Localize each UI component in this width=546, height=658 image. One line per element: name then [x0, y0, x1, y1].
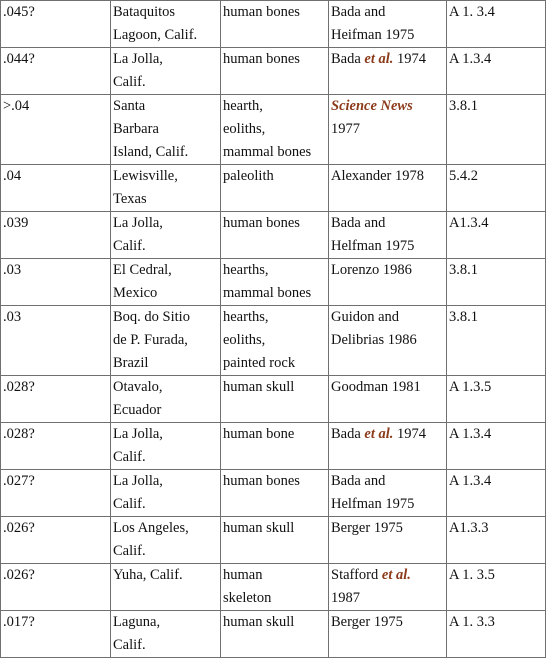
site-line: Los Angeles,	[113, 520, 189, 536]
site-line: Mexico	[113, 285, 158, 301]
age-text: .03	[3, 309, 22, 325]
table-row	[1, 259, 546, 306]
table-row	[1, 517, 546, 564]
age-cell	[1, 517, 111, 564]
reference-emphasis: Science News	[331, 98, 413, 114]
site-cell	[111, 48, 221, 95]
section-cell	[447, 306, 546, 376]
section-text: A 1. 3.3	[449, 614, 495, 630]
site-cell	[111, 564, 221, 611]
site-line: Calif.	[113, 496, 146, 512]
material-line: human bones	[223, 215, 300, 231]
site-cell	[111, 259, 221, 306]
site-line: La Jolla,	[113, 51, 163, 67]
material-cell	[221, 611, 329, 658]
section-text: 3.8.1	[449, 309, 478, 325]
table-row	[1, 1, 546, 48]
reference-cell	[329, 165, 447, 212]
reference-cell	[329, 611, 447, 658]
material-cell	[221, 470, 329, 517]
site-line: Calif.	[113, 449, 146, 465]
section-cell	[447, 517, 546, 564]
age-cell	[1, 611, 111, 658]
site-line: La Jolla,	[113, 215, 163, 231]
section-text: A1.3.3	[449, 520, 489, 536]
site-line: Santa	[113, 98, 146, 114]
material-line: human bones	[223, 51, 300, 67]
table-row	[1, 212, 546, 259]
material-cell	[221, 306, 329, 376]
material-line: human bone	[223, 426, 295, 442]
age-text: .026?	[3, 520, 35, 536]
section-cell	[447, 48, 546, 95]
table-row	[1, 48, 546, 95]
section-text: A 1. 3.5	[449, 567, 495, 583]
section-text: 3.8.1	[449, 98, 478, 114]
material-line: eoliths,	[223, 332, 266, 348]
reference-text: Bada and	[331, 473, 386, 489]
reference-text: Bada	[331, 51, 365, 67]
material-line: human skull	[223, 614, 295, 630]
material-cell	[221, 95, 329, 165]
section-cell	[447, 165, 546, 212]
site-line: Calif.	[113, 637, 146, 653]
material-line: human skull	[223, 520, 295, 536]
site-cell	[111, 95, 221, 165]
site-line: Lagoon, Calif.	[113, 27, 198, 43]
age-cell	[1, 1, 111, 48]
age-cell	[1, 165, 111, 212]
reference-text: Bada and	[331, 4, 386, 20]
age-text: .04	[3, 168, 22, 184]
section-text: A1.3.4	[449, 215, 489, 231]
age-cell	[1, 95, 111, 165]
age-text: .017?	[3, 614, 35, 630]
reference-cell	[329, 1, 447, 48]
reference-text: Heifman 1975	[331, 27, 415, 43]
material-line: skeleton	[223, 590, 272, 606]
reference-text: Helfman 1975	[331, 496, 415, 512]
age-text: >.04	[3, 98, 30, 114]
site-line: Calif.	[113, 543, 146, 559]
section-cell	[447, 212, 546, 259]
section-cell	[447, 259, 546, 306]
reference-text: Lorenzo 1986	[331, 262, 412, 278]
reference-cell	[329, 470, 447, 517]
reference-text: Delibrias 1986	[331, 332, 417, 348]
age-cell	[1, 306, 111, 376]
reference-text: Bada and	[331, 215, 386, 231]
reference-cell	[329, 423, 447, 470]
age-cell	[1, 376, 111, 423]
material-line: mammal bones	[223, 285, 312, 301]
age-cell	[1, 259, 111, 306]
site-cell	[111, 423, 221, 470]
age-cell	[1, 470, 111, 517]
section-cell	[447, 423, 546, 470]
reference-text: 1974	[393, 51, 427, 67]
reference-cell	[329, 95, 447, 165]
table-row	[1, 95, 546, 165]
material-line: hearths,	[223, 262, 269, 278]
age-text: .03	[3, 262, 22, 278]
reference-emphasis: et al.	[364, 426, 394, 442]
reference-text: Helfman 1975	[331, 238, 415, 254]
site-line: Island, Calif.	[113, 144, 189, 160]
findings-table-body	[1, 1, 546, 658]
table-row	[1, 470, 546, 517]
reference-cell	[329, 212, 447, 259]
site-cell	[111, 470, 221, 517]
site-cell	[111, 611, 221, 658]
table-row	[1, 376, 546, 423]
site-line: Calif.	[113, 238, 146, 254]
material-line: eoliths,	[223, 121, 266, 137]
section-text: A 1. 3.4	[449, 4, 495, 20]
age-cell	[1, 212, 111, 259]
site-line: Lewisville,	[113, 168, 178, 184]
material-cell	[221, 423, 329, 470]
site-line: La Jolla,	[113, 473, 163, 489]
site-cell	[111, 517, 221, 564]
material-cell	[221, 259, 329, 306]
section-cell	[447, 1, 546, 48]
age-text: .045?	[3, 4, 35, 20]
section-text: 3.8.1	[449, 262, 478, 278]
reference-cell	[329, 259, 447, 306]
site-cell	[111, 306, 221, 376]
section-cell	[447, 376, 546, 423]
site-line: La Jolla,	[113, 426, 163, 442]
section-cell	[447, 470, 546, 517]
site-cell	[111, 165, 221, 212]
reference-text: Berger 1975	[331, 614, 403, 630]
age-text: .039	[3, 215, 29, 231]
material-cell	[221, 48, 329, 95]
reference-text: Alexander 1978	[331, 168, 425, 184]
material-cell	[221, 212, 329, 259]
site-line: Yuha, Calif.	[113, 567, 183, 583]
age-text: .028?	[3, 379, 35, 395]
table-row	[1, 306, 546, 376]
site-cell	[111, 1, 221, 48]
site-line: Texas	[113, 191, 147, 207]
table-row	[1, 564, 546, 611]
section-text: 5.4.2	[449, 168, 478, 184]
material-line: mammal bones	[223, 144, 312, 160]
reference-cell	[329, 376, 447, 423]
site-line: de P. Furada,	[113, 332, 188, 348]
reference-cell	[329, 564, 447, 611]
reference-cell	[329, 48, 447, 95]
age-text: .028?	[3, 426, 35, 442]
material-line: hearth,	[223, 98, 263, 114]
reference-text: Berger 1975	[331, 520, 403, 536]
material-line: human bones	[223, 473, 300, 489]
section-cell	[447, 611, 546, 658]
reference-emphasis: et al.	[364, 51, 394, 67]
material-line: human skull	[223, 379, 295, 395]
table-row	[1, 611, 546, 658]
site-line: El Cedral,	[113, 262, 172, 278]
age-text: .027?	[3, 473, 35, 489]
reference-text: Bada	[331, 426, 365, 442]
age-cell	[1, 423, 111, 470]
reference-emphasis: et al.	[381, 567, 411, 583]
site-line: Ecuador	[113, 402, 162, 418]
site-line: Barbara	[113, 121, 159, 137]
reference-text: 1974	[393, 426, 427, 442]
section-text: A 1.3.4	[449, 51, 492, 67]
reference-text: 1987	[331, 590, 360, 606]
age-cell	[1, 48, 111, 95]
material-cell	[221, 1, 329, 48]
site-line: Boq. do Sitio	[113, 309, 190, 325]
site-cell	[111, 212, 221, 259]
section-text: A 1.3.5	[449, 379, 492, 395]
material-cell	[221, 564, 329, 611]
age-cell	[1, 564, 111, 611]
material-line: painted rock	[223, 355, 296, 371]
reference-text: 1977	[331, 121, 360, 137]
site-line: Otavalo,	[113, 379, 163, 395]
age-text: .044?	[3, 51, 35, 67]
reference-text: Guidon and	[331, 309, 400, 325]
material-line: paleolith	[223, 168, 274, 184]
material-line: human	[223, 567, 263, 583]
table-row	[1, 165, 546, 212]
material-line: hearths,	[223, 309, 269, 325]
site-line: Laguna,	[113, 614, 161, 630]
reference-cell	[329, 517, 447, 564]
material-cell	[221, 517, 329, 564]
material-cell	[221, 165, 329, 212]
site-line: Calif.	[113, 74, 146, 90]
section-cell	[447, 564, 546, 611]
section-text: A 1.3.4	[449, 426, 492, 442]
age-text: .026?	[3, 567, 35, 583]
material-cell	[221, 376, 329, 423]
site-cell	[111, 376, 221, 423]
material-line: human bones	[223, 4, 300, 20]
table-row	[1, 423, 546, 470]
reference-text: Stafford	[331, 567, 382, 583]
reference-cell	[329, 306, 447, 376]
section-cell	[447, 95, 546, 165]
site-line: Bataquitos	[113, 4, 176, 20]
site-line: Brazil	[113, 355, 149, 371]
reference-text: Goodman 1981	[331, 379, 421, 395]
section-text: A 1.3.4	[449, 473, 492, 489]
